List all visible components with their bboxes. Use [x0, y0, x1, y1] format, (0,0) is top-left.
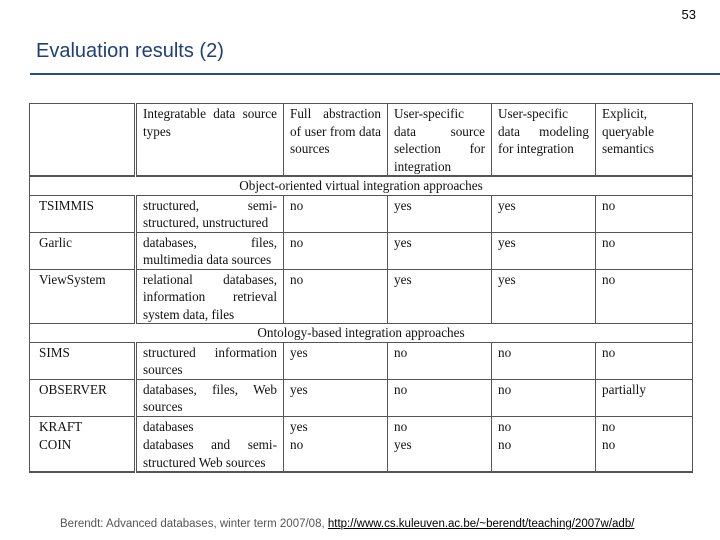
table-row	[30, 416, 693, 435]
table-row	[30, 195, 693, 232]
value-cell: yes	[492, 269, 596, 324]
value-cell: no	[388, 416, 492, 435]
value-cell: no	[388, 379, 492, 416]
table-row	[30, 379, 693, 416]
header-cell-source-types: Integratable data source types	[136, 104, 284, 177]
table-row	[30, 342, 693, 379]
value-cell: no	[284, 435, 388, 472]
value-cell: no	[492, 379, 596, 416]
value-cell: no	[492, 416, 596, 435]
value-cell: yes	[492, 195, 596, 232]
value-cell: no	[388, 342, 492, 379]
header-cell-system	[30, 104, 136, 177]
source-types-cell: databases and semi-structured Web sources	[136, 435, 284, 472]
value-cell: yes	[388, 435, 492, 472]
section-label: Ontology-based integration approaches	[30, 324, 693, 343]
footer-text: Berendt: Advanced databases, winter term 2007/08,	[60, 518, 328, 530]
system-name-cell: Garlic	[30, 232, 136, 269]
header-cell-full-abstraction: Full abstraction of user from data sources	[284, 104, 388, 177]
system-name-cell: OBSERVER	[30, 379, 136, 416]
evaluation-table-container	[29, 103, 692, 473]
value-cell: yes	[284, 342, 388, 379]
table-body	[30, 104, 693, 473]
table-row	[30, 435, 693, 472]
system-name-cell: COIN	[30, 435, 136, 472]
value-cell: no	[596, 342, 693, 379]
source-types-cell: databases, files, multimedia data sources	[136, 232, 284, 269]
value-cell: no	[596, 435, 693, 472]
value-cell: yes	[284, 379, 388, 416]
value-cell: yes	[388, 269, 492, 324]
system-name-cell: SIMS	[30, 342, 136, 379]
system-name-cell: TSIMMIS	[30, 195, 136, 232]
title-divider	[30, 73, 720, 75]
value-cell: no	[492, 342, 596, 379]
section-header-row	[30, 176, 693, 195]
evaluation-table	[29, 103, 693, 473]
system-name-cell: ViewSystem	[30, 269, 136, 324]
source-types-cell: structured information sources	[136, 342, 284, 379]
section-label: Object-oriented virtual integration approaches	[30, 176, 693, 195]
value-cell: no	[596, 416, 693, 435]
value-cell: partially	[596, 379, 693, 416]
value-cell: no	[284, 232, 388, 269]
source-types-cell: structured, semi-structured, unstructured	[136, 195, 284, 232]
value-cell: yes	[388, 232, 492, 269]
value-cell: no	[596, 195, 693, 232]
value-cell: no	[284, 269, 388, 324]
slide-title: Evaluation results (2)	[36, 40, 224, 62]
value-cell: yes	[492, 232, 596, 269]
table-row	[30, 269, 693, 324]
header-cell-data-modeling: User-specific data modeling for integration	[492, 104, 596, 177]
value-cell: no	[596, 269, 693, 324]
source-types-cell: databases	[136, 416, 284, 435]
value-cell: yes	[388, 195, 492, 232]
section-header-row	[30, 324, 693, 343]
source-types-cell: databases, files, Web sources	[136, 379, 284, 416]
table-row	[30, 232, 693, 269]
value-cell: no	[492, 435, 596, 472]
system-name-cell: KRAFT	[30, 416, 136, 435]
course-link[interactable]: http://www.cs.kuleuven.ac.be/~berendt/teaching/2007w/adb/	[327, 518, 635, 530]
header-cell-source-selection: User-specific data source selection for integration	[388, 104, 492, 177]
header-cell-queryable-semantics: Explicit, queryable semantics	[596, 104, 693, 177]
page-number: 53	[681, 7, 696, 22]
footer	[60, 518, 634, 530]
table-header-row	[30, 104, 693, 177]
source-types-cell: relational databases, information retrieval system data, files	[136, 269, 284, 324]
value-cell: no	[284, 195, 388, 232]
value-cell: yes	[284, 416, 388, 435]
value-cell: no	[596, 232, 693, 269]
